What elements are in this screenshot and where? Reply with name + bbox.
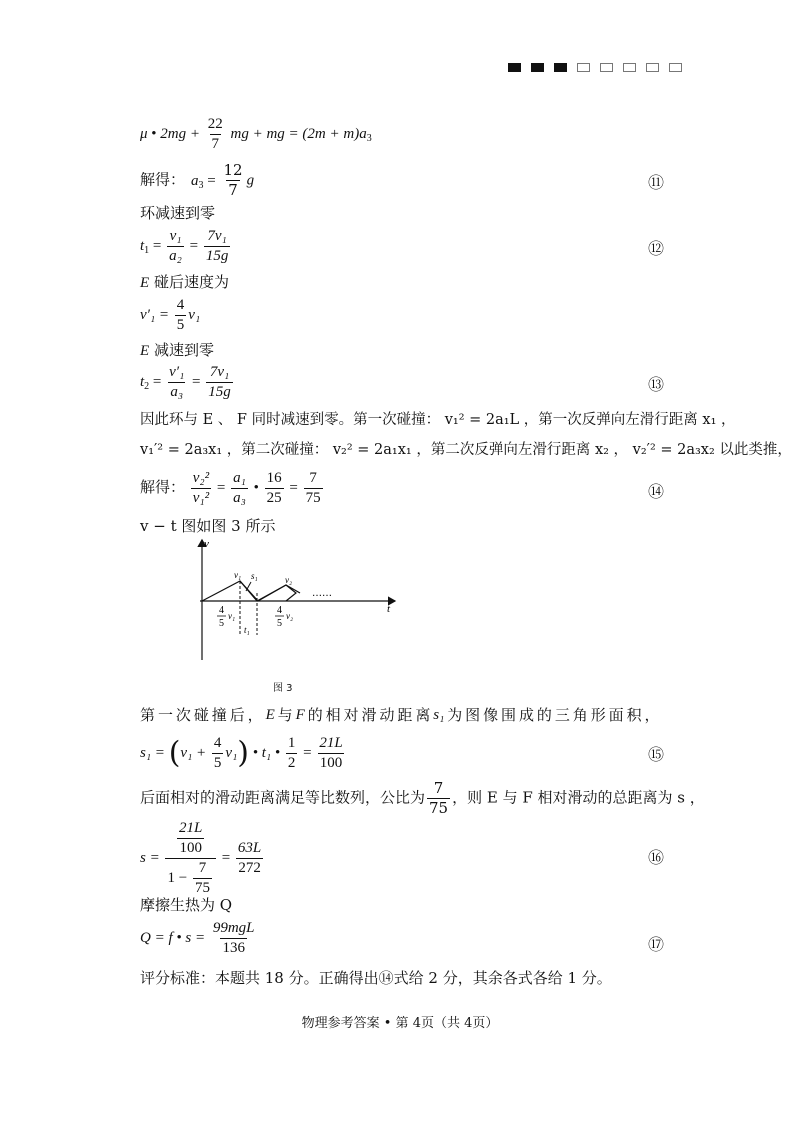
v-axis-label: v — [204, 538, 209, 550]
paragraph-collisions-2: v₁′² = 2a₃x₁ ，第二次碰撞： v₂² = 2a₁x₁ ，第二次反弹向左滑行距离 x₂ ， v₂′² = 2a₃x₂ 以此类推， — [140, 442, 792, 458]
equation-force-balance: μ • 2mg + $\frac{22}{7}$ mg + mg = $(2m + m)a_3$ — [140, 116, 372, 152]
text-friction-heat: 摩擦生热为 Q — [140, 896, 233, 914]
paragraph-geometric: 后面相对的滑动距离满足等比数列，公比为 $\frac{7}{75}$ ，则 E 与 F 相对滑动的总距离为 s ， — [140, 779, 705, 817]
frac-num-1: 4 — [219, 605, 224, 616]
v2-label-below: v₂ — [286, 611, 294, 621]
progress-square-empty — [623, 63, 636, 72]
v2-peak-label: v₂ — [285, 575, 293, 585]
continuation-dots: …… — [312, 588, 332, 599]
progress-square-empty — [600, 63, 613, 72]
equation-q: Q = f • s = $\frac{\text{99mgL}}{136}$ — [140, 920, 255, 956]
equation-number: ⑪ — [648, 173, 665, 192]
equation-number: ⑫ — [648, 239, 665, 258]
equation-number: ⑯ — [648, 848, 665, 867]
frac-den-2: 5 — [277, 618, 282, 629]
figure-caption: 图 3 — [273, 683, 293, 694]
equation-a3: 解得： $a_3$ = $\frac{12}{7}$ g — [140, 161, 255, 199]
equation-number: ⑭ — [648, 482, 665, 501]
frac-num-2: 4 — [277, 605, 282, 616]
paragraph-collisions-1: 因此环与 E 、 F 同时减速到零。第一次碰撞： v₁² = 2a₁L ，第一次反弹向左滑行距离 x₁ ， — [140, 412, 736, 428]
progress-square-empty — [646, 63, 659, 72]
progress-square-filled — [508, 63, 521, 72]
text-ring-stop: 环减速到零 — [140, 204, 216, 222]
ring-second-line — [257, 585, 286, 601]
frac-den-1: 5 — [219, 618, 224, 629]
equation-number: ⑬ — [648, 375, 665, 394]
equation-s-total: s = $\frac{21L}{100}$ 1 − $\frac{7}{75}$ = $\frac{63L}{272}$ — [140, 820, 262, 896]
s1-label: s₁ — [251, 571, 258, 581]
equation-t1: $t_1$ = $\frac{\text{v₁}}{\text{a₂}}$ = $\frac{\text{7v₁}}{15g}$ — [140, 228, 229, 264]
progress-square-filled — [554, 63, 567, 72]
equation-s1: s₁ = (v₁ + $\frac{4}{5}$ v₁) • t₁ • $\frac{1}{2}$ = $\frac{21L}{100}$ — [140, 735, 343, 771]
progress-square-filled — [531, 63, 544, 72]
text-e-stop: E 减速到零 — [140, 341, 214, 359]
t1-label: t₁ — [244, 625, 250, 635]
segment-line — [286, 585, 300, 593]
text-e-after: E 碰后速度为 — [140, 273, 229, 291]
v1-label-below: v₁ — [228, 611, 236, 621]
scoring-criteria: 评分标准：本题共 18 分。正确得出⑭式给 2 分，其余各式各给 1 分。 — [140, 969, 612, 987]
equation-number: ⑰ — [648, 935, 665, 954]
equation-number: ⑮ — [648, 745, 665, 764]
page-footer: 物理参考答案 • 第 4页（共 4页） — [301, 1016, 499, 1031]
t-axis-label: t — [387, 603, 391, 615]
vt-graph — [190, 535, 410, 665]
v1-peak-label: v₁ — [234, 570, 242, 580]
paragraph-relative-slide: 第 一 次 碰 撞 后 ， E 与 F 的 相 对 滑 动 距 离 s₁ 为 图 像 围 成 的 三 角 形 面 积 ， — [140, 706, 660, 724]
equation-v1-prime: v′₁ = $\frac{4}{5}$ v₁ — [140, 297, 201, 333]
progress-square-empty — [577, 63, 590, 72]
equation-t2: $t_2$ = $\frac{\text{v′₁}}{\text{a₃}}$ = $\frac{\text{7v₁}}{15g}$ — [140, 364, 231, 400]
text-vt-intro: v − t 图如图 3 所示 — [140, 517, 276, 535]
equation-ratio: 解得： $\frac{\text{v₂²}}{\text{v₁²}}$ = $\frac{\text{a₁}}{\text{a₃}}$ • $\frac{16}{25}$ = $\frac{7}{75}$ — [140, 470, 321, 506]
progress-square-empty — [669, 63, 682, 72]
